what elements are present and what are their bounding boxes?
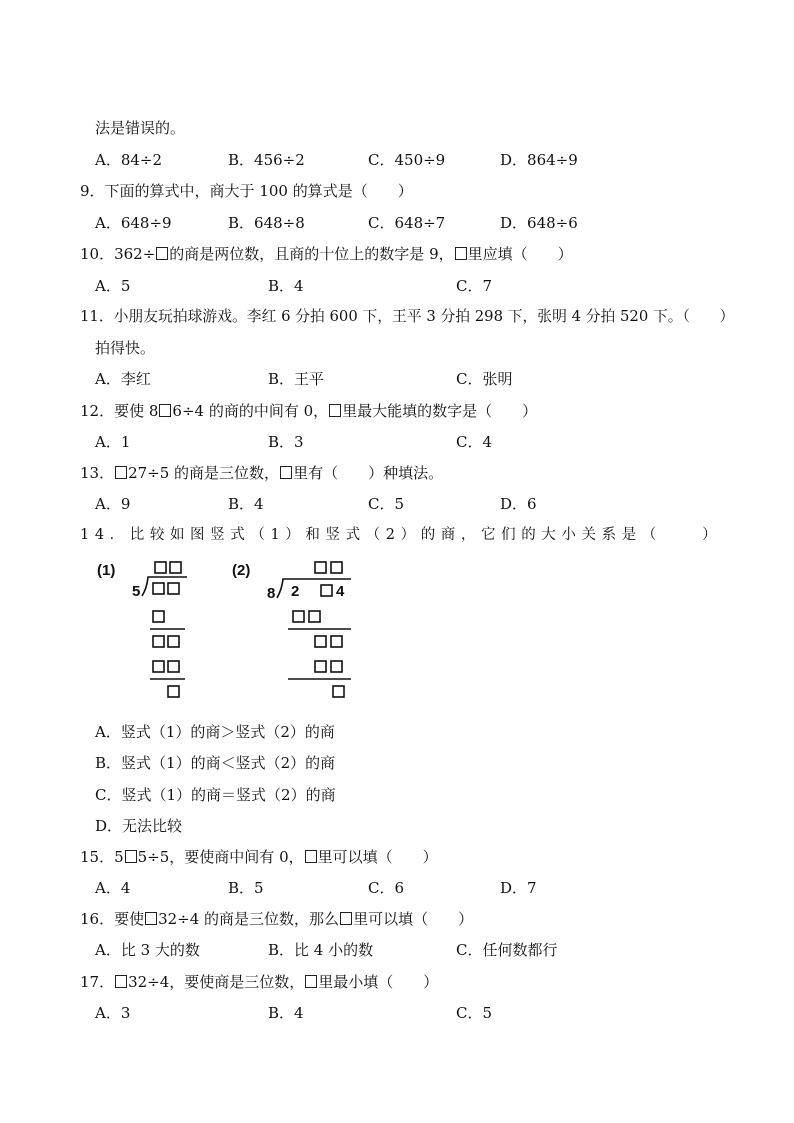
step-box-icon xyxy=(153,661,164,672)
q9-option-d: D．648÷6 xyxy=(500,214,578,232)
q8-option-b: B．456÷2 xyxy=(228,151,305,169)
q17-stem-part-a: 17． xyxy=(80,973,115,991)
q12-option-b: B．3 xyxy=(268,433,304,451)
q15-option-a: A．4 xyxy=(95,879,131,897)
q12-option-c: C．4 xyxy=(456,433,493,451)
blank-box-icon xyxy=(145,912,157,925)
q8-option-a: A．84÷2 xyxy=(95,151,163,169)
dividend-box-icon xyxy=(153,583,164,594)
q10-option-c: C．7 xyxy=(456,277,493,295)
step-box-icon xyxy=(293,611,304,622)
step-box-icon xyxy=(331,661,342,672)
q10-stem-part-a: 10．362÷ xyxy=(80,245,156,263)
figure-label-2: (2) xyxy=(232,562,251,579)
q11-option-b: B．王平 xyxy=(268,370,325,388)
q12-stem-part-c: 里最大能填的数字是（ ） xyxy=(342,402,538,420)
step-box-icon xyxy=(309,611,320,622)
blank-box-icon xyxy=(455,247,467,260)
question-11-continuation: 拍得快。 xyxy=(95,339,156,357)
q14-option-c: C．竖式（1）的商＝竖式（2）的商 xyxy=(95,786,336,804)
blank-box-icon xyxy=(115,466,127,479)
q13-option-d: D．6 xyxy=(500,495,537,513)
q15-stem-part-c: 里可以填（ ） xyxy=(317,848,438,866)
q12-stem-part-b: 6÷4 的商的中间有 0， xyxy=(172,402,329,420)
q10-stem-part-b: 的商是两位数，且商的十位上的数字是 9， xyxy=(169,245,454,263)
blank-box-icon xyxy=(156,247,168,260)
quotient-box-icon xyxy=(331,562,342,573)
question-14-stem: 14．比较如图竖式（1）和竖式（2）的商，它们的大小关系是（ ） xyxy=(80,527,723,543)
question-10-stem xyxy=(80,244,573,264)
dividend-2-digit-3: 4 xyxy=(336,583,345,600)
q13-option-a: A．9 xyxy=(95,495,131,513)
q15-option-c: C．6 xyxy=(368,879,405,897)
q16-stem-part-b: 32÷4 的商是三位数，那么 xyxy=(158,910,340,928)
quotient-box-icon xyxy=(170,562,181,573)
blank-box-icon xyxy=(305,975,317,988)
q13-option-b: B．4 xyxy=(228,495,264,513)
q11-option-c: C．张明 xyxy=(456,370,513,388)
blank-box-icon xyxy=(340,912,352,925)
step-box-icon xyxy=(331,636,342,647)
q17-stem-part-b: 32÷4，要使商是三位数， xyxy=(128,973,305,991)
q8-option-d: D．864÷9 xyxy=(500,151,578,169)
step-box-icon xyxy=(315,636,326,647)
question-12-stem xyxy=(80,401,537,421)
q13-stem-part-c: 里有（ ）种填法。 xyxy=(293,464,444,482)
long-division-figure xyxy=(95,555,355,705)
question-9-stem: 9．下面的算式中，商大于 100 的算式是（ ） xyxy=(80,182,413,200)
q17-stem-part-c: 里最小填（ ） xyxy=(318,973,439,991)
q13-stem-part-b: 27÷5 的商是三位数， xyxy=(128,464,280,482)
q12-option-a: A．1 xyxy=(95,433,131,451)
q17-option-c: C．5 xyxy=(456,1004,493,1022)
step-box-icon xyxy=(168,636,179,647)
blank-box-icon xyxy=(115,975,127,988)
q11-option-a: A．李红 xyxy=(95,370,151,388)
question-16-stem xyxy=(80,909,473,929)
question-11-stem: 11．小朋友玩拍球游戏。李红 6 分拍 600 下，王平 3 分拍 298 下，张明 4 分拍 520 下。（ ） xyxy=(80,308,735,325)
q16-option-b: B．比 4 小的数 xyxy=(268,941,374,959)
step-box-icon xyxy=(153,611,164,622)
quotient-box-icon xyxy=(315,562,326,573)
figure-label-1: (1) xyxy=(97,562,116,579)
blank-box-icon xyxy=(159,404,171,417)
dividend-2-digit-1: 2 xyxy=(291,583,300,600)
blank-box-icon xyxy=(329,404,341,417)
question-15-stem xyxy=(80,847,438,867)
q14-option-d: D．无法比较 xyxy=(95,817,183,835)
divisor-1: 5 xyxy=(132,583,141,600)
q12-stem-part-a: 12．要使 8 xyxy=(80,402,159,420)
q16-stem-part-a: 16．要使 xyxy=(80,910,145,928)
step-box-icon xyxy=(153,636,164,647)
q14-option-b: B．竖式（1）的商＜竖式（2）的商 xyxy=(95,754,336,772)
q8-option-c: C．450÷9 xyxy=(368,151,446,169)
q15-option-b: B．5 xyxy=(228,879,264,897)
q15-stem-part-a: 15．5 xyxy=(80,848,124,866)
q17-option-b: B．4 xyxy=(268,1004,304,1022)
q10-stem-part-c: 里应填（ ） xyxy=(467,245,573,263)
q9-option-a: A．648÷9 xyxy=(95,214,172,232)
q16-option-c: C．任何数都行 xyxy=(456,941,558,959)
q9-option-b: B．648÷8 xyxy=(228,214,305,232)
step-box-icon xyxy=(315,661,326,672)
dividend-box-icon xyxy=(321,585,332,596)
q17-option-a: A．3 xyxy=(95,1004,131,1022)
remainder-box-icon xyxy=(168,686,179,697)
remainder-box-icon xyxy=(333,686,344,697)
q13-option-c: C．5 xyxy=(368,495,405,513)
blank-box-icon xyxy=(125,850,137,863)
q14-option-a: A．竖式（1）的商＞竖式（2）的商 xyxy=(95,723,335,741)
q9-option-c: C．648÷7 xyxy=(368,214,446,232)
question-13-stem xyxy=(80,463,443,483)
blank-box-icon xyxy=(305,850,317,863)
q13-stem-part-a: 13． xyxy=(80,464,115,482)
q10-option-a: A．5 xyxy=(95,277,131,295)
q16-option-a: A．比 3 大的数 xyxy=(95,941,200,959)
dividend-box-icon xyxy=(168,583,179,594)
question-8-continuation: 法是错误的。 xyxy=(95,119,186,137)
q16-stem-part-c: 里可以填（ ） xyxy=(353,910,474,928)
blank-box-icon xyxy=(280,466,292,479)
question-17-stem xyxy=(80,972,438,992)
step-box-icon xyxy=(168,661,179,672)
quotient-box-icon xyxy=(155,562,166,573)
q15-stem-part-b: 5÷5，要使商中间有 0， xyxy=(137,848,304,866)
divisor-2: 8 xyxy=(267,585,276,602)
q10-option-b: B．4 xyxy=(268,277,304,295)
q15-option-d: D．7 xyxy=(500,879,537,897)
